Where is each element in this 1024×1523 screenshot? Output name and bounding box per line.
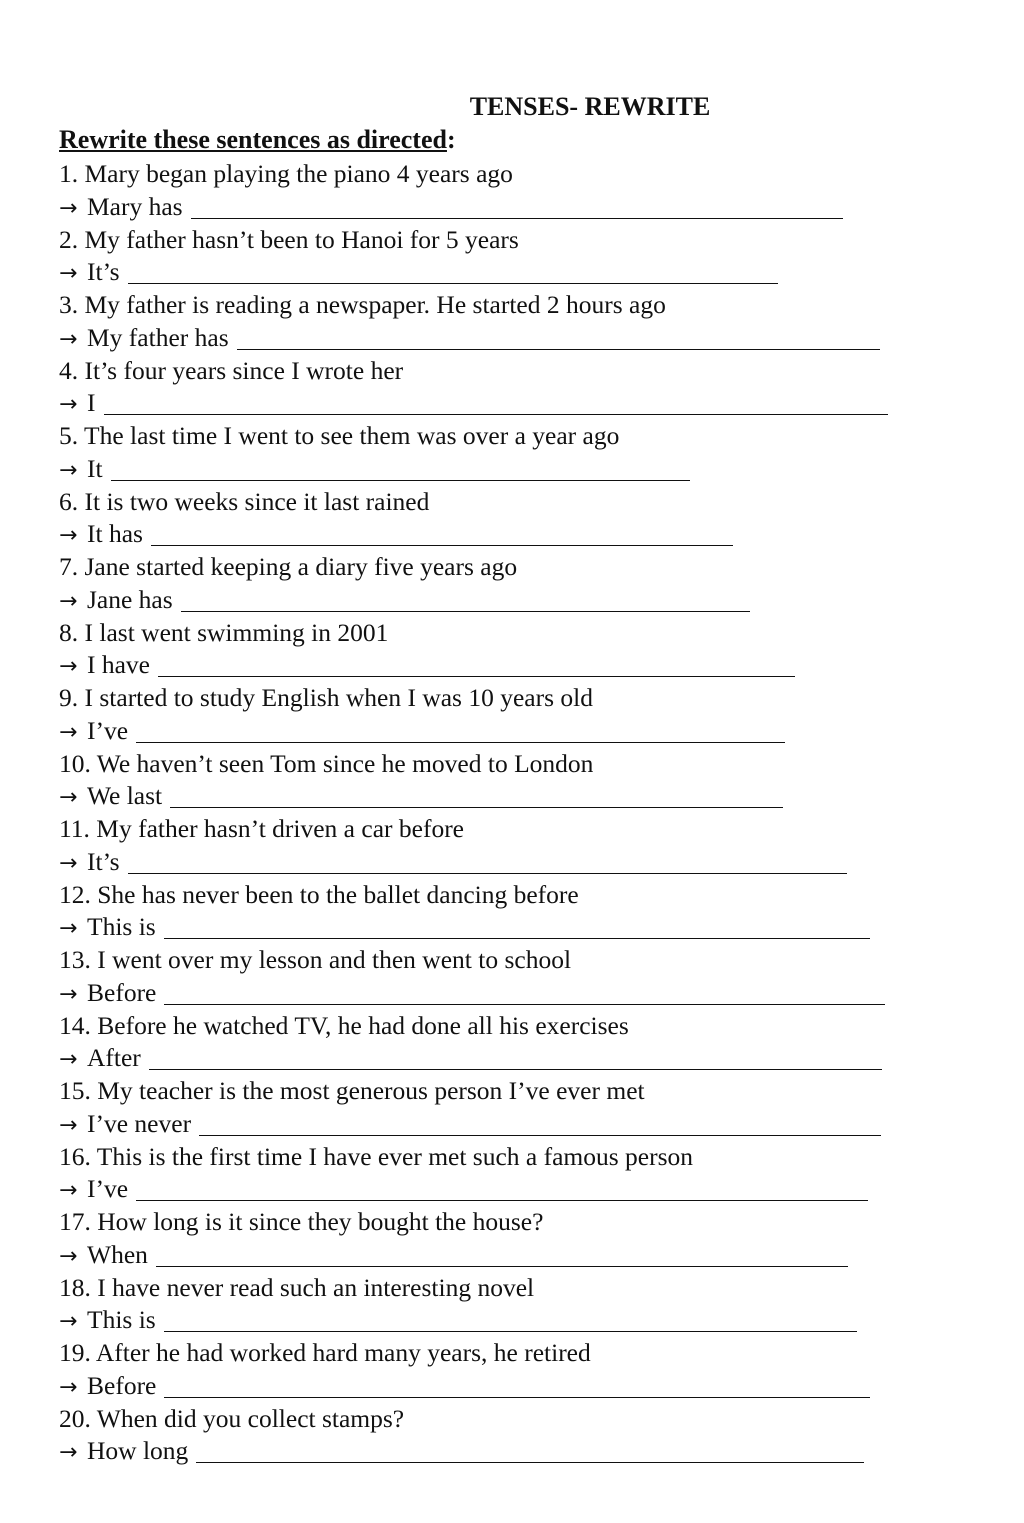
question-text: 13. I went over my lesson and then went to school bbox=[59, 945, 572, 974]
question-text: 12. She has never been to the ballet dancing before bbox=[59, 879, 579, 909]
answer-line bbox=[59, 1435, 959, 1468]
answer-line bbox=[59, 518, 959, 551]
answer-line bbox=[59, 1239, 959, 1272]
arrow-icon: → bbox=[59, 457, 78, 483]
arrow-icon: → bbox=[59, 1047, 78, 1073]
question-text: 19. After he had worked hard many years, he retired bbox=[59, 1338, 591, 1367]
arrow-icon: → bbox=[59, 785, 78, 811]
answer-prompt: Before bbox=[87, 977, 157, 1007]
arrow-icon: → bbox=[59, 523, 78, 549]
answer-prompt: It bbox=[87, 453, 103, 483]
question-text: 10. We haven’t seen Tom since he moved to London bbox=[59, 748, 594, 778]
arrow-icon: → bbox=[59, 1440, 78, 1466]
question-text: 1. Mary began playing the piano 4 years ago bbox=[59, 159, 513, 188]
answer-line bbox=[59, 715, 959, 748]
answer-prompt: Before bbox=[87, 1370, 157, 1400]
answer-prompt: My father has bbox=[87, 322, 229, 352]
answer-blank[interactable] bbox=[170, 787, 783, 808]
arrow-icon: → bbox=[59, 588, 78, 614]
answer-blank[interactable] bbox=[158, 656, 795, 677]
arrow-icon: → bbox=[59, 1178, 78, 1204]
arrow-icon: → bbox=[59, 195, 78, 221]
question-text: 7. Jane started keeping a diary five years ago bbox=[59, 552, 518, 581]
answer-prompt: How long bbox=[87, 1436, 189, 1466]
arrow-icon: → bbox=[59, 981, 78, 1007]
answer-blank[interactable] bbox=[237, 329, 880, 350]
answer-prompt: Jane has bbox=[87, 584, 173, 614]
answer-blank[interactable] bbox=[128, 853, 847, 874]
question-text: 2. My father hasn’t been to Hanoi for 5 years bbox=[59, 224, 519, 254]
question-text: 16. This is the first time I have ever met such a famous person bbox=[59, 1141, 694, 1171]
answer-prompt: After bbox=[87, 1043, 141, 1073]
question-text: 8. I last went swimming in 2001 bbox=[59, 617, 389, 647]
arrow-icon: → bbox=[59, 916, 78, 942]
answer-prompt: It has bbox=[87, 519, 143, 549]
question-text: 11. My father hasn’t driven a car before bbox=[59, 814, 464, 843]
arrow-icon: → bbox=[59, 1309, 78, 1335]
answer-line bbox=[59, 1042, 959, 1075]
answer-line bbox=[59, 387, 959, 420]
answer-blank[interactable] bbox=[156, 1246, 848, 1267]
question-text: 15. My teacher is the most generous person I’ve ever met bbox=[59, 1076, 645, 1105]
answer-line bbox=[59, 1370, 959, 1403]
answer-blank[interactable] bbox=[128, 263, 778, 284]
arrow-icon: → bbox=[59, 1112, 78, 1138]
question-text: 4. It’s four years since I wrote her bbox=[59, 355, 404, 385]
answer-prompt: I have bbox=[87, 650, 151, 680]
answer-prompt: We last bbox=[87, 781, 163, 811]
answer-prompt: This is bbox=[87, 912, 156, 942]
arrow-icon: → bbox=[59, 719, 78, 745]
answer-line bbox=[59, 780, 959, 813]
answer-prompt: This is bbox=[87, 1305, 156, 1335]
answer-prompt: It’s bbox=[87, 257, 120, 287]
answer-blank[interactable] bbox=[181, 591, 750, 612]
answer-line bbox=[59, 256, 959, 289]
instruction-text: Rewrite these sentences as directed bbox=[59, 125, 447, 154]
answer-blank[interactable] bbox=[111, 460, 690, 481]
answer-line bbox=[59, 846, 959, 879]
question-text: 5. The last time I went to see them was over a year ago bbox=[59, 421, 620, 450]
arrow-icon: → bbox=[59, 392, 78, 418]
answer-prompt: I’ve bbox=[87, 1174, 129, 1204]
answer-blank[interactable] bbox=[164, 1377, 870, 1398]
answer-line bbox=[59, 911, 959, 944]
arrow-icon: → bbox=[59, 261, 78, 287]
answer-blank[interactable] bbox=[149, 1049, 882, 1070]
answer-prompt: Mary has bbox=[87, 191, 183, 221]
answer-prompt: I’ve never bbox=[87, 1108, 192, 1138]
arrow-icon: → bbox=[59, 850, 78, 876]
answer-line bbox=[59, 191, 959, 224]
answer-blank[interactable] bbox=[164, 918, 870, 939]
instruction-colon: : bbox=[446, 125, 456, 154]
page-title: TENSES- REWRITE bbox=[469, 92, 711, 121]
answer-prompt: I’ve bbox=[87, 715, 129, 745]
answer-line bbox=[59, 453, 959, 486]
question-text: 17. How long is it since they bought the house? bbox=[59, 1207, 544, 1236]
question-text: 18. I have never read such an interesting novel bbox=[59, 1272, 535, 1302]
exercise-list bbox=[59, 158, 959, 1468]
answer-line bbox=[59, 322, 959, 355]
answer-blank[interactable] bbox=[136, 722, 785, 743]
arrow-icon: → bbox=[59, 1243, 78, 1269]
answer-blank[interactable] bbox=[151, 525, 733, 546]
question-text: 20. When did you collect stamps? bbox=[59, 1403, 405, 1433]
answer-line bbox=[59, 1173, 959, 1206]
answer-blank[interactable] bbox=[196, 1442, 864, 1463]
answer-blank[interactable] bbox=[164, 1311, 857, 1332]
answer-line bbox=[59, 584, 959, 617]
answer-prompt: When bbox=[87, 1239, 148, 1269]
arrow-icon: → bbox=[59, 1374, 78, 1400]
arrow-icon: → bbox=[59, 326, 78, 352]
answer-line bbox=[59, 649, 959, 682]
answer-blank[interactable] bbox=[199, 1115, 881, 1136]
answer-line bbox=[59, 1108, 959, 1141]
answer-line bbox=[59, 1304, 959, 1337]
answer-prompt: It’s bbox=[87, 846, 120, 876]
answer-blank[interactable] bbox=[164, 984, 885, 1005]
question-text: 3. My father is reading a newspaper. He started 2 hours ago bbox=[59, 290, 666, 319]
answer-blank[interactable] bbox=[191, 198, 843, 219]
answer-prompt: I bbox=[87, 388, 96, 418]
instruction-heading bbox=[59, 125, 456, 155]
question-text: 14. Before he watched TV, he had done all his exercises bbox=[59, 1010, 629, 1040]
answer-blank[interactable] bbox=[104, 394, 888, 415]
question-text: 6. It is two weeks since it last rained bbox=[59, 486, 430, 516]
answer-blank[interactable] bbox=[136, 1180, 868, 1201]
answer-line bbox=[59, 977, 959, 1010]
question-text: 9. I started to study English when I was 10 years old bbox=[59, 683, 593, 712]
arrow-icon: → bbox=[59, 654, 78, 680]
